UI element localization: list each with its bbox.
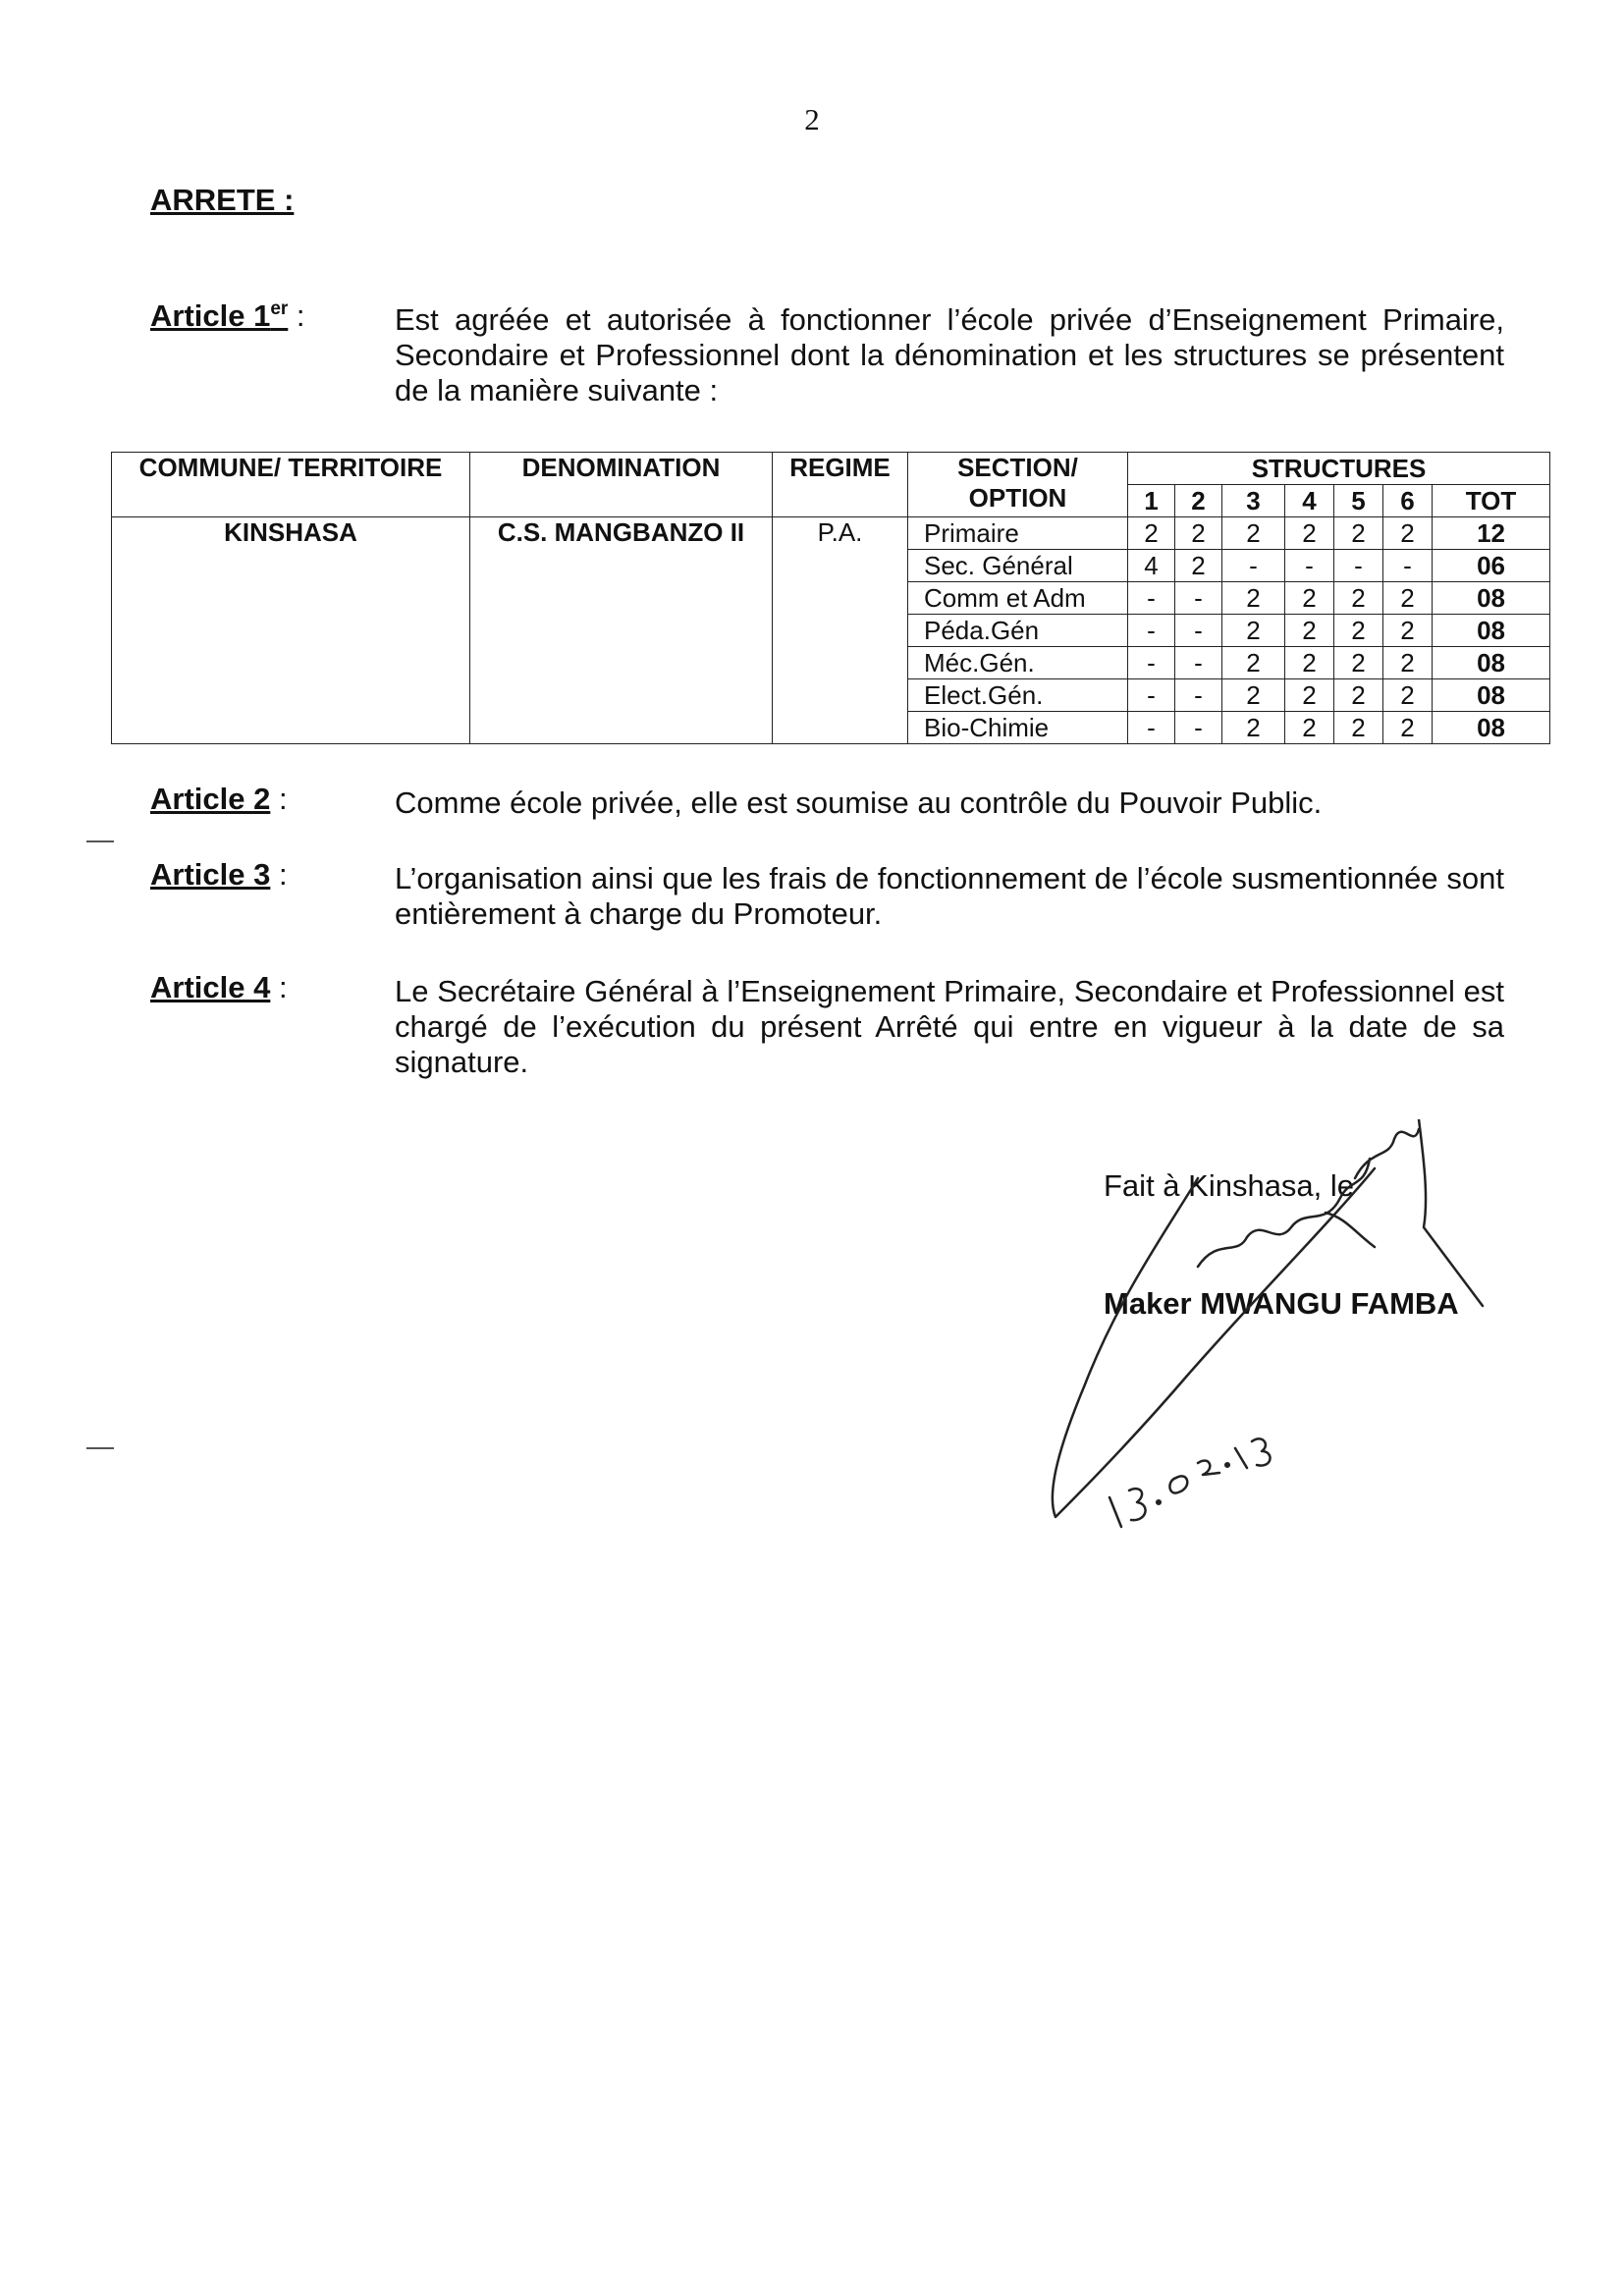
article-1-label: Article 1er : [150, 298, 305, 333]
value-cell: 2 [1383, 712, 1433, 744]
value-cell: - [1175, 615, 1222, 647]
option-cell: Primaire [908, 517, 1128, 550]
total-cell: 06 [1433, 550, 1550, 582]
value-cell: 2 [1128, 517, 1175, 550]
option-cell: Sec. Général [908, 550, 1128, 582]
article-2-text: Comme école privée, elle est soumise au contrôle du Pouvoir Public. [395, 785, 1323, 820]
value-cell: 2 [1222, 647, 1285, 679]
option-cell: Elect.Gén. [908, 679, 1128, 712]
commune-cell: KINSHASA [112, 517, 470, 744]
article-3-text: L’organisation ainsi que les frais de fonctionnement de l’école susmentionnée sont entièrement à charge du Promoteur. [395, 861, 1504, 931]
article-4-text: Le Secrétaire Général à l’Enseignement Primaire, Secondaire et Professionnel est chargé de l’exécution du présent Arrêté qui entre en vigueur à la date de sa signature. [395, 974, 1504, 1079]
value-cell: 2 [1334, 615, 1383, 647]
scan-mark [86, 840, 114, 842]
value-cell: 2 [1334, 582, 1383, 615]
header-commune: COMMUNE/ TERRITOIRE [112, 453, 470, 517]
article-4-title: Article 4 [150, 970, 271, 1004]
header-total: TOT [1433, 485, 1550, 517]
value-cell: 2 [1334, 517, 1383, 550]
option-cell: Comm et Adm [908, 582, 1128, 615]
header-structures: STRUCTURES [1128, 453, 1550, 485]
page-number: 2 [804, 102, 820, 136]
place-and-date: Fait à Kinshasa, le [1104, 1168, 1355, 1203]
value-cell: 2 [1383, 679, 1433, 712]
header-year-2: 2 [1175, 485, 1222, 517]
value-cell: 2 [1222, 679, 1285, 712]
value-cell: - [1128, 615, 1175, 647]
article-3-label: Article 3 : [150, 857, 288, 892]
total-cell: 08 [1433, 712, 1550, 744]
header-section-option: SECTION/ OPTION [908, 453, 1128, 517]
header-year-6: 6 [1383, 485, 1433, 517]
value-cell: - [1128, 712, 1175, 744]
value-cell: - [1383, 550, 1433, 582]
denomination-cell: C.S. MANGBANZO II [470, 517, 773, 744]
value-cell: 2 [1334, 679, 1383, 712]
total-cell: 08 [1433, 582, 1550, 615]
document-heading: ARRETE : [150, 183, 295, 217]
structures-table [111, 452, 1550, 744]
header-denomination: DENOMINATION [470, 453, 773, 517]
signatory-name: Maker MWANGU FAMBA [1104, 1286, 1459, 1321]
value-cell: 2 [1285, 582, 1334, 615]
value-cell: 2 [1222, 615, 1285, 647]
value-cell: 2 [1285, 615, 1334, 647]
article-3-title: Article 3 [150, 857, 271, 892]
option-cell: Méc.Gén. [908, 647, 1128, 679]
value-cell: 2 [1383, 582, 1433, 615]
value-cell: - [1128, 647, 1175, 679]
value-cell: 2 [1383, 615, 1433, 647]
value-cell: - [1222, 550, 1285, 582]
handwritten-signature [1031, 1119, 1542, 1571]
article-1-text: Est agréée et autorisée à fonctionner l’école privée d’Enseignement Primaire, Secondaire et Professionnel dont la dénomination et les structures se présentent de la manière suivante : [395, 302, 1504, 407]
value-cell: 2 [1222, 517, 1285, 550]
value-cell: - [1175, 712, 1222, 744]
regime-cell: P.A. [773, 517, 908, 744]
total-cell: 08 [1433, 647, 1550, 679]
value-cell: - [1175, 582, 1222, 615]
value-cell: 2 [1285, 679, 1334, 712]
value-cell: 2 [1285, 647, 1334, 679]
header-year-5: 5 [1334, 485, 1383, 517]
table-row [112, 517, 1550, 550]
header-year-4: 4 [1285, 485, 1334, 517]
header-regime: REGIME [773, 453, 908, 517]
value-cell: - [1334, 550, 1383, 582]
value-cell: 2 [1383, 647, 1433, 679]
total-cell: 08 [1433, 615, 1550, 647]
value-cell: 2 [1285, 712, 1334, 744]
article-1-title: Article 1er [150, 298, 289, 333]
value-cell: - [1175, 679, 1222, 712]
article-2-title: Article 2 [150, 782, 271, 816]
header-year-1: 1 [1128, 485, 1175, 517]
value-cell: 2 [1285, 517, 1334, 550]
value-cell: 2 [1222, 582, 1285, 615]
total-cell: 12 [1433, 517, 1550, 550]
total-cell: 08 [1433, 679, 1550, 712]
value-cell: 2 [1175, 550, 1222, 582]
value-cell: 2 [1222, 712, 1285, 744]
option-cell: Bio-Chimie [908, 712, 1128, 744]
header-year-3: 3 [1222, 485, 1285, 517]
value-cell: 2 [1334, 712, 1383, 744]
value-cell: - [1128, 679, 1175, 712]
option-cell: Péda.Gén [908, 615, 1128, 647]
article-2-label: Article 2 : [150, 782, 288, 816]
value-cell: 2 [1383, 517, 1433, 550]
value-cell: 4 [1128, 550, 1175, 582]
value-cell: 2 [1175, 517, 1222, 550]
scan-mark [86, 1447, 114, 1449]
article-4-label: Article 4 : [150, 970, 288, 1004]
value-cell: - [1175, 647, 1222, 679]
value-cell: - [1128, 582, 1175, 615]
value-cell: - [1285, 550, 1334, 582]
value-cell: 2 [1334, 647, 1383, 679]
